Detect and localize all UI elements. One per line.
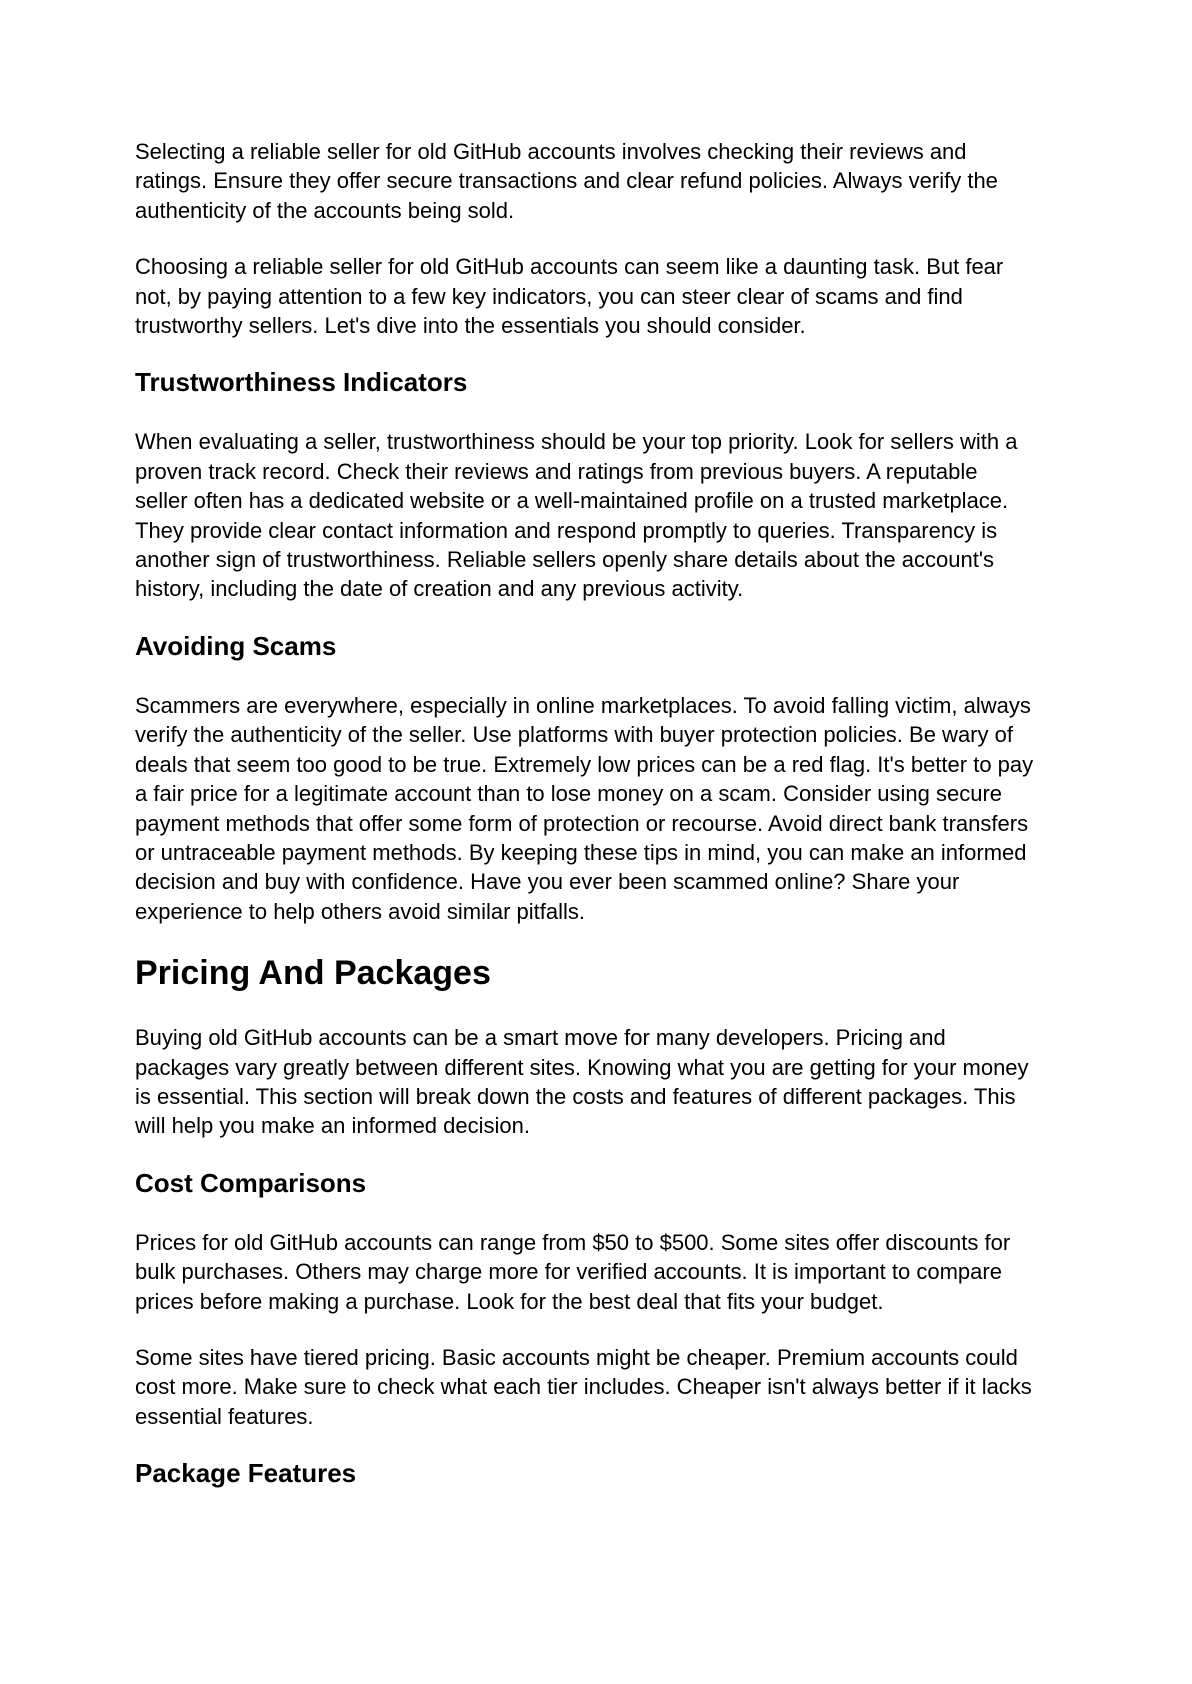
heading-avoiding-scams: Avoiding Scams: [135, 630, 337, 661]
paragraph-trustworthiness: When evaluating a seller, trustworthiness should be your top priority. Look for sellers with a proven track record. Check their reviews and ratings from previous buyers. A reputable seller often has a dedicated website or a well-maintained profile on a trusted marketplace. They provide clear contact information and respond promptly to queries. Transparency is another sign of trustworthiness. Reliable sellers openly share details about the account's history, including the date of creation and any previous activity.: [135, 429, 1018, 602]
heading-trustworthiness: Trustworthiness Indicators: [135, 367, 468, 398]
paragraph-cost-comparisons-1: Prices for old GitHub accounts can range from $50 to $500. Some sites offer discounts for bulk purchases. Others may charge more for verified accounts. It is important to compare prices before making a purchase. Look for the best deal that fits your budget.: [135, 1229, 1011, 1314]
paragraph-avoiding-scams: Scammers are everywhere, especially in online marketplaces. To avoid falling victim, always verify the authenticity of the seller. Use platforms with buyer protection policies. Be wary of deals that seem too good to be true. Extremely low prices can be a red flag. It's better to pay a fair price for a legitimate account than to lose money on a scam. Consider using secure payment methods that offer some form of protection or recourse. Avoid direct bank transfers or untraceable payment methods. By keeping these tips in mind, you can make an informed decision and buy with confidence. Have you ever been scammed online? Share your experience to help others avoid similar pitfalls.: [135, 692, 1034, 924]
paragraph-intro-1: Selecting a reliable seller for old GitHub accounts involves checking their reviews and ratings. Ensure they offer secure transactions and clear refund policies. Always verify the authenticity of the accounts being sold.: [135, 139, 998, 223]
heading-pricing-and-packages: Pricing And Packages: [135, 954, 491, 993]
paragraph-pricing-intro: Buying old GitHub accounts can be a smart move for many developers. Pricing and packages vary greatly between different sites. Knowing what you are getting for your money is essential. This section will break down the costs and features of different packages. This will help you make an informed decision.: [135, 1025, 1029, 1139]
heading-cost-comparisons: Cost Comparisons: [135, 1167, 367, 1198]
paragraph-cost-comparisons-2: Some sites have tiered pricing. Basic accounts might be cheaper. Premium accounts could cost more. Make sure to check what each tier includes. Cheaper isn't always better if it lacks essential features.: [135, 1344, 1032, 1429]
paragraph-intro-2: Choosing a reliable seller for old GitHub accounts can seem like a daunting task. But fear not, by paying attention to a few key indicators, you can steer clear of scams and find trustworthy sellers. Let's dive into the essentials you should consider.: [135, 254, 1004, 339]
heading-package-features: Package Features: [135, 1458, 357, 1489]
